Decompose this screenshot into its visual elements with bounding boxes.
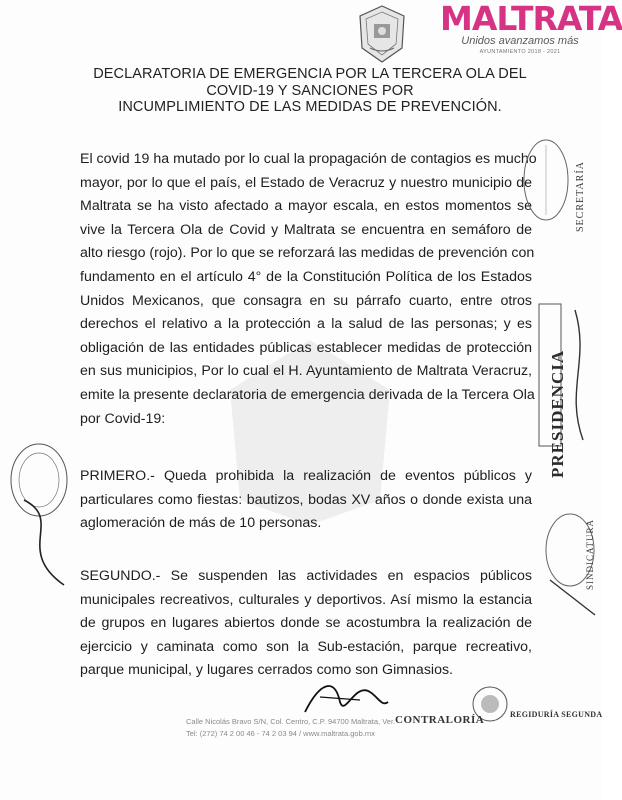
left-margin-seal-icon [4,440,74,590]
page-footer [186,716,446,740]
signature-icon [300,672,390,722]
text-line: aglomeración de más de 10 personas. [80,515,322,532]
stamp-sindicatura: SINDICATURA [585,518,595,590]
stamp-secretaria: SECRETARÍA [575,161,586,232]
footer-contact: Tel: (272) 74 2 00 46 - 74 2 03 94 / www.maltrata.gob.mx [186,729,375,738]
text-line: alto riesgo (rojo). Por lo que se reforzará las medidas de prevención con [80,245,535,262]
stamp-contraloria: CONTRALORÍA [395,714,485,726]
logo-tagline: Unidos avanzamos más [461,35,579,47]
text-line: obligación de las entidades públicas establecer medidas de protección [80,339,532,356]
footer-address: Calle Nicolás Bravo S/N, Col. Centro, C.P. 94700 Maltrata, Ver. [186,717,396,726]
text-line: PRIMERO.- Queda prohibida la realización de eventos públicos y [80,468,532,484]
stamp-regiduria: REGIDURÍA SEGUNDA [510,710,603,719]
paragraph-primero [80,465,532,536]
text-line: en sus municipios, Por lo cual el H. Ayuntamiento de Maltrata Veracruz, [80,363,532,380]
text-line: Maltrata se ha visto afectado a mayor escala, en estos momentos se [80,198,532,215]
text-line: por Covid-19: [80,410,166,427]
text-line: fundamento en el artículo 4° de la Constitución Política de los Estados [80,268,532,285]
text-line: vive la Tercera Ola de Covid y Maltrata se encuentra en semáforo de [80,221,532,238]
text-line: emite la presente declaratoria de emergencia derivada de la Tercera Ola [80,386,535,403]
secretaria-seal-icon [520,135,572,225]
text-line: Unidos Mexicanos, que consagra en su párrafo cuarto, entre otros [80,292,532,309]
title-line: DECLARATORIA DE EMERGENCIA POR LA TERCERA OLA DEL [93,66,527,82]
paragraph-segundo [80,565,532,683]
title-line: COVID-19 Y SANCIONES POR [206,82,414,99]
text-line: parque municipal, y lugares cerrados como son Gimnasios. [80,662,453,679]
document-title [60,66,560,116]
municipal-crest-icon [356,4,408,64]
text-line: de grupos en lugares abiertos donde se acostumbra la realización de [80,615,532,632]
text-line: municipales recreativos, culturales y deportivos. Así mismo la estancia [80,591,532,608]
title-line: INCUMPLIMIENTO DE LAS MEDIDAS DE PREVENCIÓN. [118,99,502,115]
text-line: derechos el relativo a la protección a la salud de las personas; y es [80,316,532,333]
stamp-presidencia: PRESIDENCIA [548,349,567,478]
text-line: particulares como fiestas: bautizos, bodas XV años o donde exista una [80,491,532,508]
paragraph-intro [80,148,537,431]
text-line: ejercicio y caminata como son la Sub-estación, parque recreativo, [80,638,532,655]
text-line: mayor, por lo que el país, el Estado de Veracruz y nuestro municipio de [80,174,532,191]
logo-wordmark: MALTRATA [440,0,622,38]
logo-years: AYUNTAMIENTO 2018 - 2021 [479,49,561,55]
maltrata-logo [440,0,622,72]
text-line: SEGUNDO.- Se suspenden las actividades en espacios públicos [80,568,532,584]
text-line: El covid 19 ha mutado por lo cual la propagación de contagios es mucho [80,151,537,167]
